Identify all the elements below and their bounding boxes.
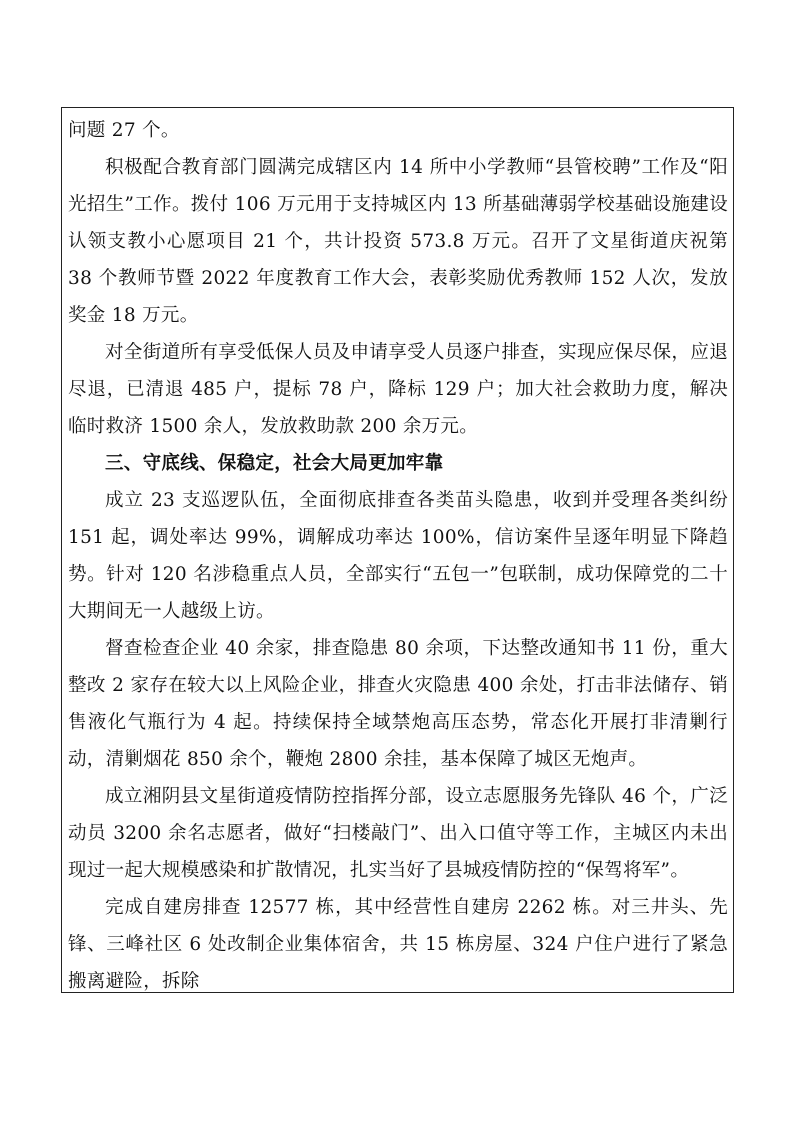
paragraph-education: 积极配合教育部门圆满完成辖区内 14 所中小学教师“县管校聘”工作及“阳光招生”工作。拨付 106 万元用于支持城区内 13 所基础薄弱学校基础设施建设认领支教小心愿项目 21 个，共计投资 573.8 万元。召开了文星街道庆祝第 38 个教师节暨 2022 年度教育工作大会，表彰奖励优秀教师 152 人次，发放奖金 18 万元。 xyxy=(68,157,728,326)
paragraph-safety-inspection: 督查检查企业 40 余家，排查隐患 80 余项，下达整改通知书 11 份，重大整改 2 家存在较大以上风险企业，排查火灾隐患 400 余处，打击非法储存、销售液化气瓶行为 4 起。持续保持全域禁炮高压态势，常态化开展打非清剿行动，清剿烟花 850 余个，鞭炮 2800 余挂，基本保障了城区无炮声。 xyxy=(68,638,728,770)
document-frame xyxy=(61,107,734,993)
section-heading: 三、守底线、保稳定，社会大局更加牢靠 xyxy=(105,453,444,474)
paragraph-self-built-housing: 完成自建房排查 12577 栋，其中经营性自建房 2262 栋。对三井头、先锋、三峰社区 6 处改制企业集体宿舍，共 15 栋房屋、324 户住户进行了紧急搬离避险，拆除 xyxy=(68,897,728,992)
paragraph-epidemic-control: 成立湘阴县文星街道疫情防控指挥分部，设立志愿服务先锋队 46 个，广泛动员 3200 余名志愿者，做好“扫楼敲门”、出入口值守等工作，主城区内未出现过一起大规模感染和扩散情况，扎实当好了县城疫情防控的“保驾将军”。 xyxy=(68,786,728,881)
document-body xyxy=(68,112,728,993)
paragraph-patrol: 成立 23 支巡逻队伍，全面彻底排查各类苗头隐患，收到并受理各类纠纷 151 起，调处率达 99%，调解成功率达 100%，信访案件呈逐年明显下降趋势。针对 120 名涉稳重点人员，全部实行“五包一”包联制，成功保障党的二十大期间无一人越级上访。 xyxy=(68,490,728,622)
paragraph-continuation: 问题 27 个。 xyxy=(68,120,180,141)
paragraph-social-security: 对全街道所有享受低保人员及申请享受人员逐户排查，实现应保尽保，应退尽退，已清退 485 户，提标 78 户，降标 129 户；加大社会救助力度，解决临时救济 1500 余人，发放救助款 200 余万元。 xyxy=(68,342,728,437)
